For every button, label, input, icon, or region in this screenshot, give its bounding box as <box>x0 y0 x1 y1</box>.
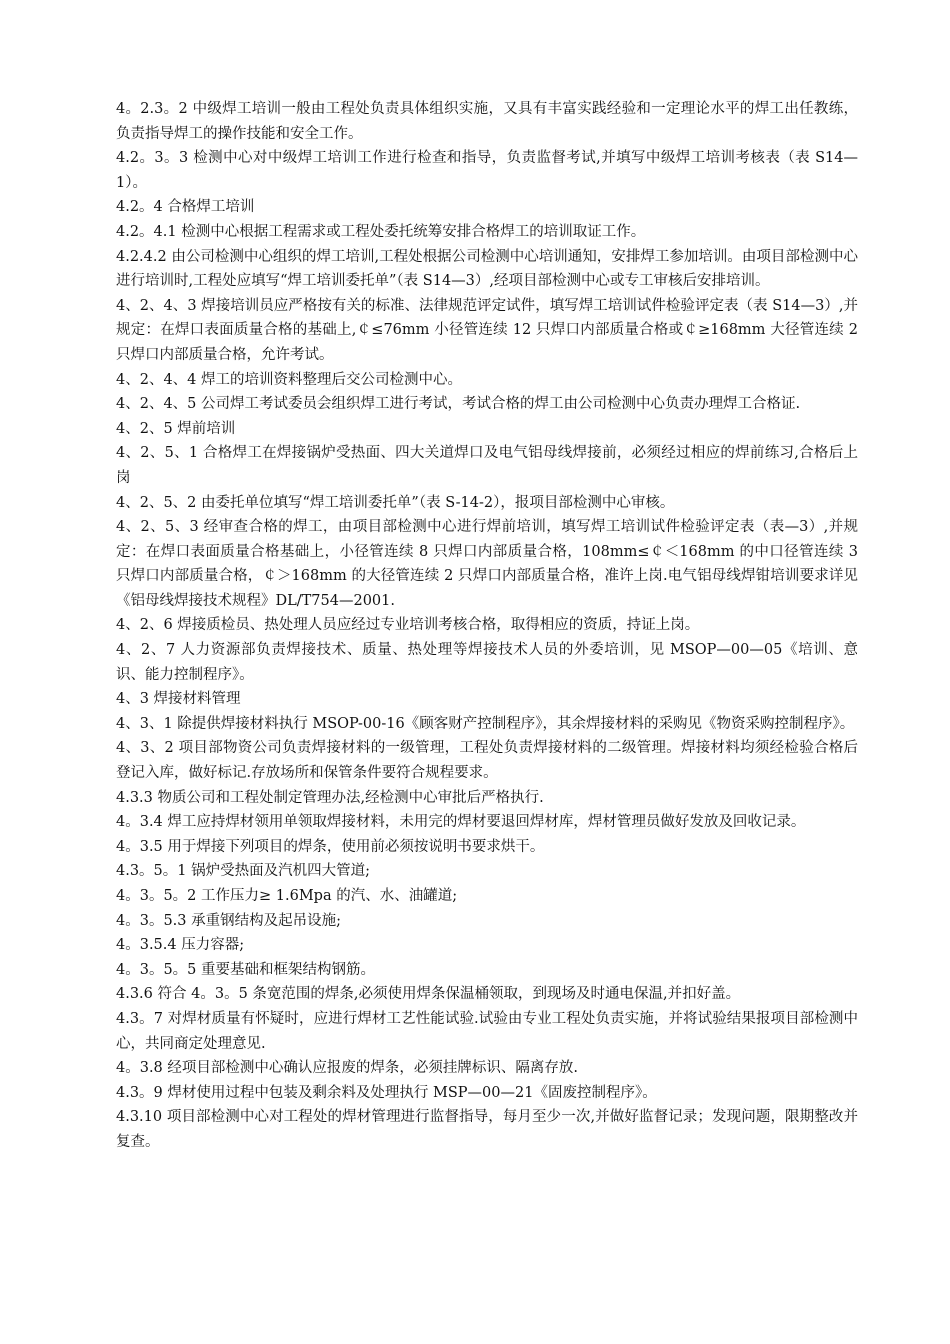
document-body <box>116 97 858 1155</box>
paragraph-4-2-5-1: 4、2、5、1 合格焊工在焊接锅炉受热面、四大关道焊口及电气铝母线焊接前，必须经过相应的焊前练习,合格后上岗 <box>116 445 858 486</box>
paragraph-4-3-9: 4.3。9 焊材使用过程中包装及剩余料及处理执行 MSP—00—21《固废控制程序》。 <box>116 1084 657 1101</box>
paragraph-4-2-4-2: 4.2.4.2 由公司检测中心组织的焊工培训,工程处根据公司检测中心培训通知，安排焊工参加培训。由项目部检测中心进行培训时,工程处应填写“焊工培训委托单”（表 S14—3）,经项目部检测中心或专工审核后安排培训。 <box>116 248 858 290</box>
paragraph-4-3-2: 4、3、2 项目部物资公司负责焊接材料的一级管理，工程处负责焊接材料的二级管理。焊接材料均须经检验合格后登记入库，做好标记.存放场所和保管条件要符合规程要求。 <box>116 740 858 782</box>
paragraph-4-3-6: 4.3.6 符合 4。3。5 条宽范围的焊条,必须使用焊条保温桶领取，到现场及时通电保温,并扣好盖。 <box>116 986 741 1003</box>
paragraph-4-3-4: 4。3.4 焊工应持焊材领用单领取焊接材料，未用完的焊材要退回焊材库，焊材管理员做好发放及回收记录。 <box>116 814 806 831</box>
paragraph-4-2-4-1: 4.2。4.1 检测中心根据工程需求或工程处委托统筹安排合格焊工的培训取证工作。 <box>116 223 646 240</box>
paragraph-4-2-5-2: 4、2、5、2 由委托单位填写“焊工培训委托单”（表 S-14-2），报项目部检测中心审核。 <box>116 494 675 511</box>
paragraph-4-3-5-4: 4。3.5.4 压力容器; <box>116 937 245 954</box>
paragraph-4-3-7: 4.3。7 对焊材质量有怀疑时，应进行焊材工艺性能试验.试验由专业工程处负责实施，并将试验结果报项目部检测中心，共同商定处理意见. <box>116 1010 858 1052</box>
heading-4-2-4: 4.2。4 合格焊工培训 <box>116 199 255 216</box>
paragraph-4-3-1: 4、3、1 除提供焊接材料执行 MSOP-00-16《顾客财产控制程序》，其余焊接材料的采购见《物资采购控制程序》。 <box>116 715 855 732</box>
paragraph-4-2-6: 4、2、6 焊接质检员、热处理人员应经过专业培训考核合格，取得相应的资质，持证上岗。 <box>116 617 700 634</box>
paragraph-4-2-4-4: 4、2、4、4 焊工的培训资料整理后交公司检测中心。 <box>116 371 463 388</box>
paragraph-4-2-7: 4、2、7 人力资源部负责焊接技术、质量、热处理等焊接技术人员的外委培训，见 MSOP—00—05《培训、意识、能力控制程序》。 <box>116 642 858 683</box>
paragraph-4-3-5-1: 4.3。5。1 锅炉受热面及汽机四大管道; <box>116 863 371 880</box>
paragraph-4-3-3: 4.3.3 物质公司和工程处制定管理办法,经检测中心审批后严格执行. <box>116 789 544 806</box>
paragraph-4-3-10: 4.3.10 项目部检测中心对工程处的焊材管理进行监督指导，每月至少一次,并做好监督记录；发现问题，限期整改并复查。 <box>116 1109 858 1150</box>
paragraph-4-2-5-3: 4、2、5、3 经审查合格的焊工，由项目部检测中心进行焊前培训，填写焊工培训试件检验评定表（表—3）,并规定：在焊口表面质量合格基础上，小径管连续 8 只焊口内部质量合格，108mm≤￠＜168mm 的中口径管连续 3 只焊口内部质量合格，￠＞168mm 的大径管连续 2 只焊口内部质量合格，准许上岗.电气铝母线焊钳培训要求详见《铝母线焊接技术规程》DL/T754—2001. <box>116 519 858 609</box>
heading-4-2-5: 4、2、5 焊前培训 <box>116 420 236 437</box>
paragraph-4-3-5: 4。3.5 用于焊接下列项目的焊条，使用前必须按说明书要求烘干。 <box>116 838 545 855</box>
heading-4-3: 4、3 焊接材料管理 <box>116 691 241 708</box>
paragraph-4-2-3-3: 4.2。3。3 检测中心对中级焊工培训工作进行检查和指导，负责监督考试,并填写中级焊工培训考核表（表 S14—1）。 <box>116 150 858 191</box>
paragraph-4-2-4-5: 4、2、4、5 公司焊工考试委员会组织焊工进行考试，考试合格的焊工由公司检测中心负责办理焊工合格证. <box>116 396 801 413</box>
paragraph-4-3-5-3: 4。3。5.3 承重钢结构及起吊设施; <box>116 912 342 929</box>
paragraph-4-3-5-2: 4。3。5。2 工作压力≥ 1.6Mpa 的汽、水、油罐道; <box>116 888 458 904</box>
paragraph-4-3-5-5: 4。3。5。5 重要基础和框架结构钢筋。 <box>116 961 376 978</box>
paragraph-4-2-3-2: 4。2.3。2 中级焊工培训一般由工程处负责具体组织实施，又具有丰富实践经验和一定理论水平的焊工出任教练，负责指导焊工的操作技能和安全工作。 <box>116 101 858 142</box>
paragraph-4-3-8: 4。3.8 经项目部检测中心确认应报废的焊条，必须挂牌标识、隔离存放. <box>116 1060 579 1077</box>
paragraph-4-2-4-3: 4、2、4、3 焊接培训员应严格按有关的标准、法律规范评定试件，填写焊工培训试件检验评定表（表 S14—3）,并规定：在焊口表面质量合格的基础上,￠≤76mm 小径管连续 12 只焊口内部质量合格或￠≥168mm 大径管连续 2 只焊口内部质量合格，允许考试。 <box>116 297 858 363</box>
